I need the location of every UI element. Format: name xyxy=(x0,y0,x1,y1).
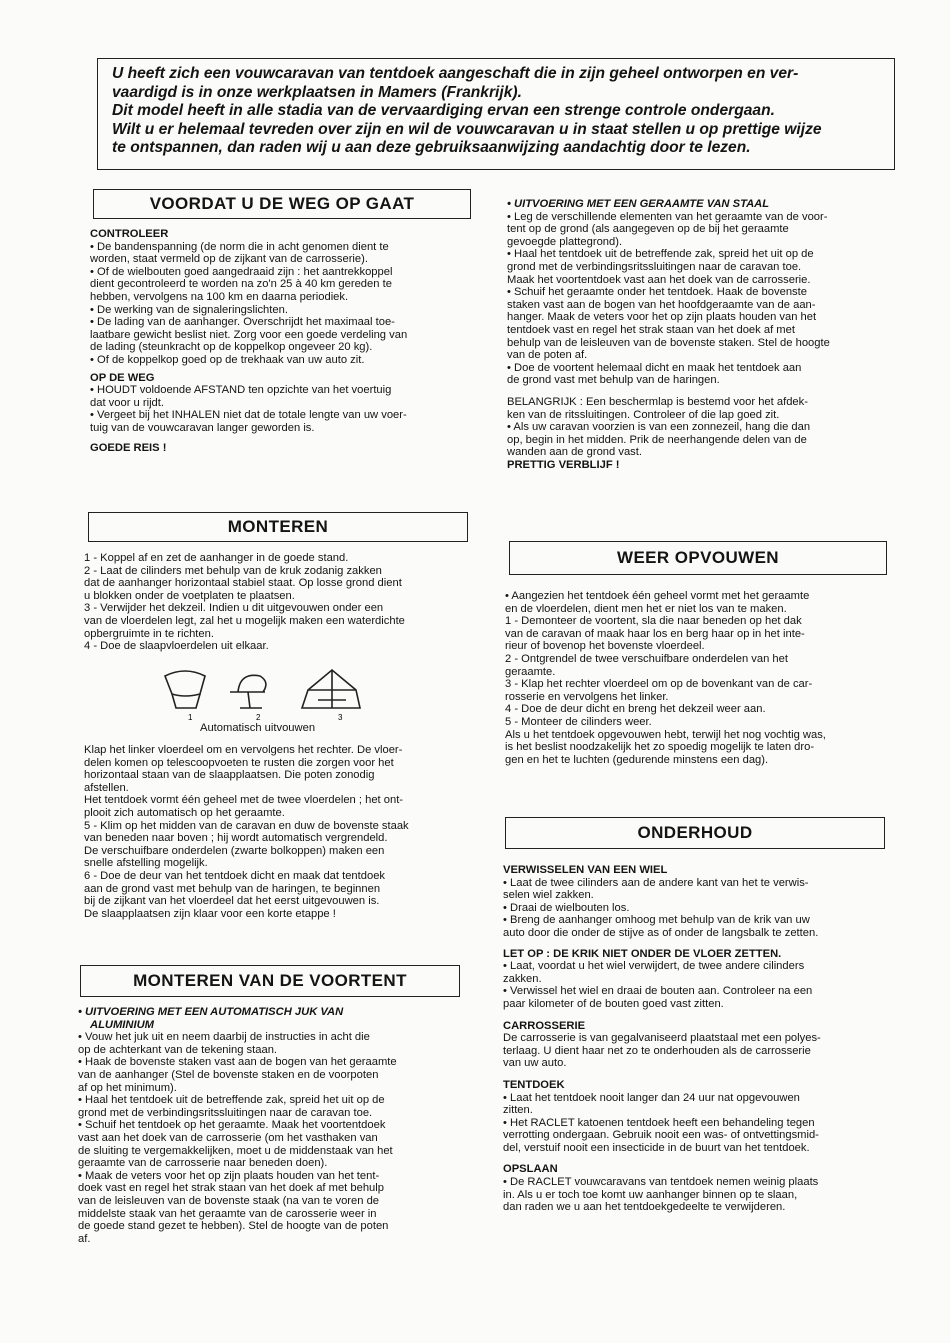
text-line: rieur of bovenop het bovenste vloerdeel. xyxy=(505,640,705,653)
text-line: • Als uw caravan voorzien is van een zonnezeil, hang die dan xyxy=(507,421,811,434)
subheading-wiel: VERWISSELEN VAN EEN WIEL xyxy=(503,864,668,876)
sub-staal: • UITVOERING MET EEN GERAAMTE VAN STAAL xyxy=(507,198,770,210)
intro-line: U heeft zich een vouwcaravan van tentdoek aangeschaft die in zijn geheel ontworpen en ver- xyxy=(112,65,799,82)
text-line: afstellen. xyxy=(84,781,129,794)
text-line: worden, staat vermeld op de zijkant van de carrosserie). xyxy=(90,253,368,266)
text-line: • Aangezien het tentdoek één geheel vormt met het geraamte xyxy=(505,590,810,602)
fig-caption: Automatisch uitvouwen xyxy=(200,722,316,734)
text-line: De verschuifbare onderdelen (zwarte bolkoppen) maken een xyxy=(84,844,385,857)
text-line: van de caravan of maak haar los en berg haar op in het inte- xyxy=(505,627,805,640)
text-line: 1 - Koppel af en zet de aanhanger in de goede stand. xyxy=(84,552,349,564)
text-line: • De werking van de signaleringslichten. xyxy=(90,303,288,316)
sketch-2 xyxy=(230,675,266,708)
subheading-carrosserie: CARROSSERIE xyxy=(503,1019,586,1032)
text-line: • De RACLET vouwcaravans van tentdoek nemen weinig plaats xyxy=(503,1176,819,1189)
text-line: selen wiel zakken. xyxy=(503,889,594,902)
text-line: Het tentdoek vormt één geheel met de twee vloerdelen ; het ont- xyxy=(84,794,404,807)
text-line: snelle afstelling mogelijk. xyxy=(84,857,208,870)
text-line: • Draai de wielbouten los. xyxy=(503,901,630,914)
text-line: 2 - Ontgrendel de twee verschuifbare onderdelen van het xyxy=(505,652,788,665)
heading-voordat-text: VOORDAT U DE WEG OP GAAT xyxy=(149,194,415,213)
text-line: gen en het te luchten (gedurende minstens een dag). xyxy=(505,753,769,766)
letop-list xyxy=(503,960,890,1010)
text-line: geraamte van de carrosserie naar beneden doen). xyxy=(78,1157,328,1170)
text-line: paar kilometer of de bouten goed vast zitten. xyxy=(503,997,724,1010)
text-line: op de achterkant van de tekening staan. xyxy=(78,1043,278,1056)
text-line: de lading (steunkracht op de koppelkop ongeveer 20 kg). xyxy=(90,341,373,354)
weg-list xyxy=(90,384,475,434)
text-line: Als u het tentdoek opgevouwen hebt, terwijl het nog vochtig was, xyxy=(505,728,826,741)
heading-voortent-text: MONTEREN VAN DE VOORTENT xyxy=(133,971,407,990)
text-line: • Laat, voordat u het wiel verwijdert, de twee andere cilinders xyxy=(503,960,805,973)
text-line: • Of de wielbouten goed aangedraaid zijn : het aantrekkoppel xyxy=(90,265,393,278)
text-line: hebben, vervolgens na 100 km en daarna periodiek. xyxy=(90,290,349,303)
heading-onderhoud xyxy=(505,817,885,849)
voortent-block xyxy=(78,1006,472,1245)
text-line: plooit zich automatisch op het geraamte. xyxy=(84,806,285,819)
monteren-rest-list xyxy=(84,744,474,920)
text-line: dat voor u rijdt. xyxy=(90,396,164,409)
text-line: ken van de ritssluitingen. Controleer of die lap goed zit. xyxy=(507,408,780,421)
sub-aluminium: • UITVOERING MET EEN AUTOMATISCH JUK VAN xyxy=(78,1006,344,1018)
text-line: • Verwissel het wiel en draai de bouten aan. Controleer na een xyxy=(503,985,813,998)
sketch-1 xyxy=(165,671,205,696)
text-line: Klap het linker vloerdeel om en vervolgens het rechter. De vloer- xyxy=(84,744,403,756)
text-line: behulp van de leisleuven van de bovenste staken. Stel de hoogte xyxy=(507,336,830,349)
heading-onderhoud-text: ONDERHOUD xyxy=(637,823,753,842)
text-line: van beneden naar boven ; hij wordt automatisch vergrendeld. xyxy=(84,832,388,845)
text-line: van de leisleuven van de bovenste staak (na van te voren de xyxy=(78,1194,380,1207)
text-line: • Breng de aanhanger omhoog met behulp van de krik van uw xyxy=(503,914,810,927)
text-line: auto door die onder de stijve as of onder de langsbalk te zetten. xyxy=(503,926,819,939)
text-line: doek vast en regel het strak staan van het doek af met behulp xyxy=(78,1182,384,1195)
intro-box xyxy=(97,58,895,170)
text-line: grond met de verbindingsritssluitingen naar de caravan toe. xyxy=(507,260,802,273)
sketch-3 xyxy=(302,670,360,708)
text-line: tuig van de vouwcaravan langer geworden is. xyxy=(90,421,315,434)
heading-opvouwen xyxy=(509,541,887,575)
text-line: vast aan het doek van de carrosserie (om het vasthaken van xyxy=(78,1131,378,1144)
sub-aluminium-2: ALUMINIUM xyxy=(90,1018,155,1031)
text-line: rosserie en vervolgens het linker. xyxy=(505,690,669,703)
text-line: laatbare gewicht beslist niet. Zorg voor een goede verdeling van xyxy=(90,328,408,341)
text-line: is het beslist noodzakelijk het zo spoedig mogelijk te laten dro- xyxy=(505,741,815,754)
unfold-illustration xyxy=(160,664,370,722)
text-line: op, begin in het midden. Prik de neerhangende delen van de xyxy=(507,433,807,446)
fig-num-2: 2 xyxy=(256,713,261,722)
text-line: De carrosserie is van gegalvaniseerd plaatstaal met een polyes- xyxy=(503,1032,821,1045)
text-line: tentdoek vast en regel het strak staan van het doek af met xyxy=(507,323,795,336)
tent-list xyxy=(503,1092,890,1155)
text-line: 1 - Demonteer de voortent, sla die naar beneden op het dak xyxy=(505,615,802,628)
text-line: • Laat de twee cilinders aan de andere kant van het te verwis- xyxy=(503,876,809,889)
text-line: 3 - Klap het rechter vloerdeel om op de bovenkant van de car- xyxy=(505,678,813,691)
heading-monteren-text: MONTEREN xyxy=(227,517,329,536)
subheading-op-de-weg: OP DE WEG xyxy=(90,371,155,384)
belangrijk-list xyxy=(507,396,892,459)
opvouwen-list xyxy=(505,590,890,766)
text-line: • Maak de veters voor het op zijn plaats houden van het tent- xyxy=(78,1169,380,1182)
text-line: BELANGRIJK : Een beschermlap is bestemd voor het afdek- xyxy=(507,395,808,408)
fig-num-1: 1 xyxy=(188,713,193,722)
text-line: af. xyxy=(78,1232,91,1245)
subheading-letop: LET OP : DE KRIK NIET ONDER DE VLOER ZETTEN. xyxy=(503,947,782,960)
text-line: • Vergeet bij het INHALEN niet dat de totale lengte van uw voer- xyxy=(90,409,407,422)
text-line: geraamte. xyxy=(505,665,556,678)
prettig-verblijf: PRETTIG VERBLIJF ! xyxy=(507,458,620,471)
fig-num-3: 3 xyxy=(338,713,343,722)
subheading-opslaan: OPSLAAN xyxy=(503,1163,558,1176)
heading-voordat xyxy=(93,189,471,219)
text-line: van de poten af. xyxy=(507,349,588,362)
opvouwen-block xyxy=(505,590,890,766)
text-line: • Laat het tentdoek nooit langer dan 24 uur nat opgevouwen xyxy=(503,1091,800,1104)
text-line: de goede stand gezet te hebben). Stel de hoogte van de poten xyxy=(78,1220,389,1233)
subheading-tentdoek: TENTDOEK xyxy=(503,1078,565,1091)
text-line: 4 - Doe de deur dicht en breng het dekzeil weer aan. xyxy=(505,703,766,716)
text-line: • Vouw het juk uit en neem daarbij de instructies in acht die xyxy=(78,1031,370,1044)
text-line: • De bandenspanning (de norm die in acht genomen dient te xyxy=(90,240,389,253)
text-line: 3 - Verwijder het dekzeil. Indien u dit uitgevouwen onder een xyxy=(84,602,384,615)
subheading-controleer: CONTROLEER xyxy=(90,228,169,240)
intro-line: Dit model heeft in alle stadia van de vervaardiging ervan een strenge controle ondergaan. xyxy=(112,102,775,120)
staal-list xyxy=(507,211,892,387)
goede-reis: GOEDE REIS ! xyxy=(90,441,167,454)
intro-line: vaardigd is in onze werkplaatsen in Mamers (Frankrijk). xyxy=(112,83,522,101)
text-line: grond met de verbindingsritssluitingen naar de caravan toe. xyxy=(78,1106,373,1119)
text-line: • De lading van de aanhanger. Overschrijdt het maximaal toe- xyxy=(90,316,395,329)
text-line: zakken. xyxy=(503,972,542,985)
text-line: 4 - Doe de slaapvloerdelen uit elkaar. xyxy=(84,640,269,653)
monteren-steps-list xyxy=(84,552,474,653)
voordat-block xyxy=(90,228,475,454)
text-line: van uw auto. xyxy=(503,1057,567,1070)
text-line: 5 - Monteer de cilinders weer. xyxy=(505,715,652,728)
text-line: Maak het voortentdoek vast aan het doek van de carrosserie. xyxy=(507,273,811,286)
text-line: hanger. Maak de veters voor het op zijn plaats houden van het xyxy=(507,311,817,324)
text-line: verrotting ondergaan. Gebruik nooit een was- of ontvettingsmid- xyxy=(503,1129,819,1142)
text-line: • Of de koppelkop goed op de trekhaak van uw auto zit. xyxy=(90,353,365,366)
intro-line: Wilt u er helemaal tevreden over zijn en wil de vouwcaravan u in staat stellen u op prettige wijze xyxy=(112,120,822,138)
text-line: dan raden we u aan het tentdoekgedeelte te verwijderen. xyxy=(503,1201,786,1214)
text-line: de grond vast met behulp van de haringen. xyxy=(507,374,720,387)
text-line: • Haal het tentdoek uit de betreffende zak, spreid het uit op de xyxy=(507,248,814,261)
heading-monteren xyxy=(88,512,468,542)
text-line: opbergruimte in te richten. xyxy=(84,627,214,640)
text-line: horizontaal staan van de slaapplaatsen. Die poten zonodig xyxy=(84,769,375,782)
text-line: • Haal het tentdoek uit de betreffende zak, spreid het uit op de xyxy=(78,1094,385,1107)
voortent-list xyxy=(78,1031,472,1245)
text-line: 6 - Doe de deur van het tentdoek dicht en maak dat tentdoek xyxy=(84,869,386,882)
text-line: en de vloerdelen, dient men het er niet los van te maken. xyxy=(505,602,787,615)
text-line: af op het minimum). xyxy=(78,1081,177,1094)
text-line: wanden aan de grond vast. xyxy=(507,446,642,459)
intro-line: te ontspannen, dan raden wij u aan deze gebruiksaanwijzing aandachtig door te lezen. xyxy=(112,139,751,157)
text-line: staken vast aan de bogen van het hoofdgeraamte van de aan- xyxy=(507,298,816,311)
text-line: • Leg de verschillende elementen van het geraamte van de voor- xyxy=(507,210,828,223)
wiel-list xyxy=(503,877,890,940)
text-line: aan de grond vast met behulp van de haringen, te beginnen xyxy=(84,882,381,895)
text-line: • Schuif het tentdoek op het geraamte. Maak het voortentdoek xyxy=(78,1119,386,1132)
text-line: gevoegde plattegrond). xyxy=(507,235,623,248)
carro-list xyxy=(503,1032,890,1070)
text-line: tent op de grond (als aangegeven op de bij het geraamte xyxy=(507,223,789,236)
heading-voortent xyxy=(80,965,460,997)
text-line: del, verstuif nooit een insecticide in de buurt van het tentdoek. xyxy=(503,1141,810,1154)
text-line: in. Als u er toch toe komt uw aanhanger binnen op te slaan, xyxy=(503,1188,798,1201)
text-line: delen komen op telescoopvoeten te rusten die zorgen voor het xyxy=(84,756,394,769)
text-line: dat de aanhanger horizontaal stabiel staat. Op losse grond dient xyxy=(84,577,402,590)
monteren-steps xyxy=(84,552,474,653)
text-line: terlaag. U dient haar net zo te onderhouden als de carrosserie xyxy=(503,1044,811,1057)
text-line: • Het RACLET katoenen tentdoek heeft een behandeling tegen xyxy=(503,1116,815,1129)
text-line: 2 - Laat de cilinders met behulp van de kruk zodanig zakken xyxy=(84,564,382,577)
text-line: u blokken onder de voetplaten te plaatsen. xyxy=(84,589,295,602)
controle-list xyxy=(90,241,475,367)
text-line: bij de zijkant van het vloerdeel dat het eerst uitgevouwen is. xyxy=(84,895,380,908)
text-line: • Schuif het geraamte onder het tentdoek. Haak de bovenste xyxy=(507,286,807,299)
text-line: de sluiting te vergemakkelijken, moet u de middenstaak van het xyxy=(78,1144,393,1157)
text-line: van de aanhanger (Stel de bovenste staken en de voorpoten xyxy=(78,1068,379,1081)
text-line: 5 - Klim op het midden van de caravan en duw de bovenste staak xyxy=(84,819,409,832)
text-line: • HOUDT voldoende AFSTAND ten opzichte van het voertuig xyxy=(90,384,392,397)
text-line: • Haak de bovenste staken vast aan de bogen van het geraamte xyxy=(78,1056,397,1069)
heading-opvouwen-text: WEER OPVOUWEN xyxy=(617,548,779,567)
staal-block xyxy=(507,198,892,471)
text-line: De slaapplaatsen zijn klaar voor een korte etappe ! xyxy=(84,907,336,920)
text-line: van de vloerdelen legt, zal het u mogelijk maken een waterdichte xyxy=(84,614,405,627)
monteren-rest xyxy=(84,744,474,920)
text-line: middelste staak van het geraamte van de carosserie weer in xyxy=(78,1207,377,1220)
text-line: • Doe de voortent helemaal dicht en maak het tentdoek aan xyxy=(507,361,802,374)
text-line: zitten. xyxy=(503,1104,533,1117)
opslaan-list xyxy=(503,1176,890,1214)
text-line: dient gecontroleerd te worden na zo'n 25 à 40 km gereden te xyxy=(90,278,392,291)
onderhoud-block xyxy=(503,864,890,1214)
